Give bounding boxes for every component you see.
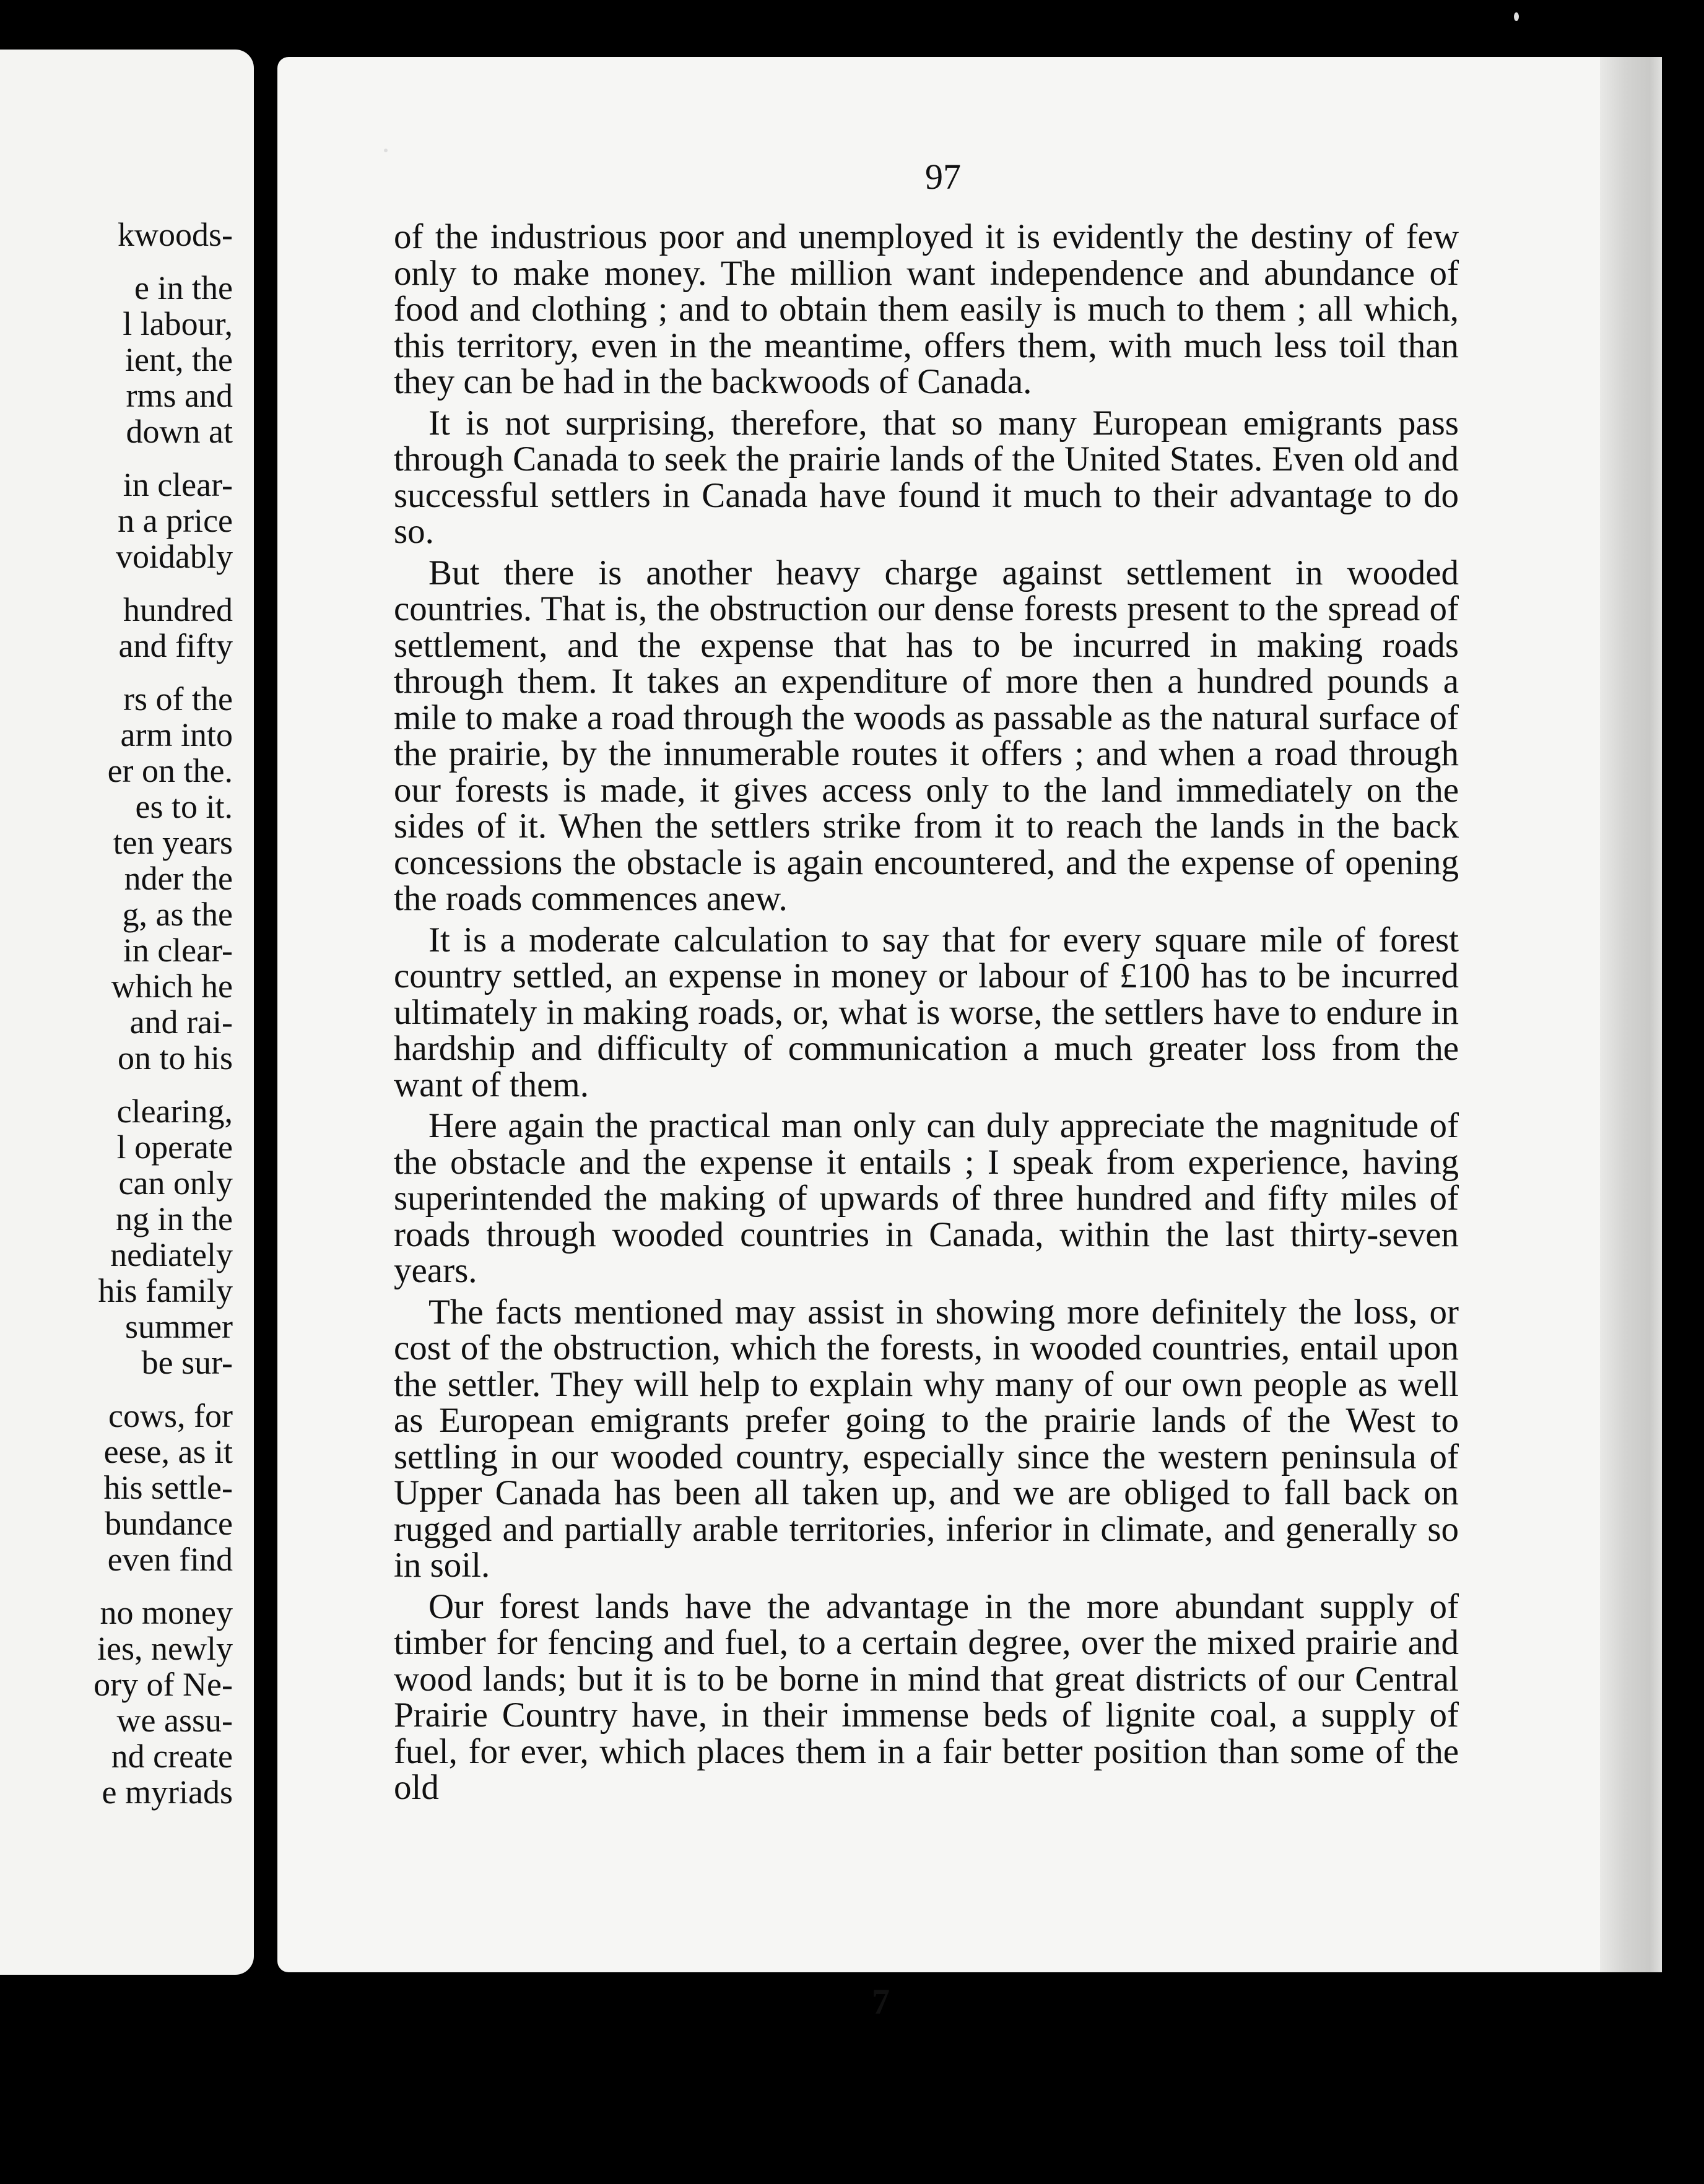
left-page-line: no money: [100, 1594, 233, 1631]
body-text: [394, 219, 1459, 1806]
line-gap: [10, 1577, 233, 1595]
left-page-line: arm into: [120, 716, 233, 753]
left-page-line: voidably: [116, 538, 233, 575]
left-page-line: er on the.: [107, 752, 233, 789]
paragraph: But there is another heavy charge against settlement in wooded countries. That is, the obstruction our dense forests present to the spread of settlement, and the expense that has to be incurred in making roads through them. It takes an expenditure of more then a hundred pounds a mile to make a road through the woods as passable as the natural surface of the prairie, by the innumerable routes it offers ; and when a road through our forests is made, it gives access only to the land immediately on the sides of it. When the settlers strike from it to reach the lands in the back concessions the obstacle is again encountered, and the expense of opening the roads commences anew.: [394, 553, 1459, 918]
left-page-line: cows, for: [108, 1397, 233, 1434]
dust-speck: [1514, 12, 1519, 21]
line-gap: [10, 253, 233, 270]
left-page-line: ten years: [113, 824, 233, 861]
left-page-line: and rai-: [129, 1003, 233, 1041]
left-page-line: clearing,: [116, 1093, 233, 1130]
left-page-line: summer: [125, 1308, 233, 1345]
paragraph: It is a moderate calculation to say that for every square mile of forest country settled, an expense in money or labour of £100 has to be incurred ultimately in making roads, or, what is worse, the settlers have to endure in hardship and difficulty of communication a much greater loss from the want of them.: [394, 920, 1459, 1104]
left-page-line: we assu-: [116, 1702, 233, 1739]
page-number: 97: [925, 157, 961, 197]
left-page-line: which he: [111, 968, 233, 1005]
line-gap: [10, 449, 233, 467]
left-page-line: nd create: [111, 1738, 233, 1775]
signature-mark: 7: [872, 1982, 890, 2022]
left-page-line: l operate: [116, 1129, 233, 1166]
left-page-line: rs of the: [123, 680, 233, 717]
left-page-line: be sur-: [141, 1344, 233, 1381]
left-page-line: eese, as it: [103, 1433, 233, 1470]
paragraph: of the industrious poor and unemployed it is evidently the destiny of few only to make money. The million want independence and abundance of food and clothing ; and to obtain them easily is much to them ; all which, this territory, even in the meantime, offers them, with much less toil than they can be had in the backwoods of Canada.: [394, 217, 1459, 401]
left-page-line: ient, the: [125, 341, 233, 378]
left-page-line: e in the: [134, 269, 233, 306]
paragraph: Here again the practical man only can duly appreciate the magnitude of the obstacle and the expense it entails ; I speak from experience, having superintended the making of upwards of three hundred and fifty miles of roads through wooded countries in Canada, within the last thirty-seven years.: [394, 1106, 1459, 1290]
left-page-line: nder the: [124, 860, 233, 897]
left-page-line: bundance: [105, 1505, 233, 1542]
left-page-line: even find: [107, 1541, 233, 1578]
left-page-line: on to his: [117, 1039, 233, 1077]
left-page-line: n a price: [118, 502, 233, 539]
line-gap: [10, 574, 233, 592]
left-page: [0, 50, 254, 1975]
dust-speck: [384, 149, 388, 152]
left-page-line: his settle-: [103, 1469, 233, 1506]
left-page-line: in clear-: [123, 932, 233, 969]
left-page-line: ies, newly: [97, 1630, 233, 1667]
line-gap: [10, 1076, 233, 1093]
left-page-line: rms and: [126, 377, 233, 414]
line-gap: [10, 664, 233, 681]
left-page-text: [10, 217, 233, 1810]
left-page-line: nediately: [110, 1236, 233, 1273]
left-page-line: can only: [118, 1164, 233, 1202]
left-page-line: hundred: [123, 591, 233, 628]
paragraph: The facts mentioned may assist in showing more definitely the loss, or cost of the obstruction, which the forests, in wooded countries, entail upon the settler. They will help to explain why many of our own people as well as European emigrants prefer going to the prairie lands of the West to settling in our wooded country, especially since the western peninsula of Upper Canada has been all taken up, and we are obliged to fall back on rugged and partially arable territories, inferior in climate, and generally so in soil.: [394, 1292, 1459, 1585]
left-page-line: his family: [98, 1272, 233, 1309]
left-page-line: in clear-: [123, 466, 233, 503]
left-page-line: ng in the: [116, 1200, 233, 1237]
left-page-line: e myriads: [102, 1774, 233, 1811]
left-page-line: kwoods-: [118, 216, 233, 253]
page-edge: [1600, 57, 1662, 1972]
left-page-line: down at: [126, 413, 233, 450]
left-page-line: ory of Ne-: [93, 1666, 233, 1703]
paragraph: It is not surprising, therefore, that so many European emigrants pass through Canada to seek the prairie lands of the United States. Even old and successful settlers in Canada have found it much to their advantage to do so.: [394, 403, 1459, 551]
paragraph: Our forest lands have the advantage in the more abundant supply of timber for fencing and fuel, to a certain degree, over the mixed prairie and wood lands; but it is to be borne in mind that great districts of our Central Prairie Country have, in their immense beds of lignite coal, a supply of fuel, for ever, which places them in a fair better position than some of the old: [394, 1587, 1459, 1807]
right-page: [277, 57, 1662, 2022]
line-gap: [10, 1380, 233, 1398]
left-page-line: es to it.: [135, 788, 233, 825]
left-page-line: and fifty: [118, 627, 233, 664]
left-page-line: l labour,: [123, 305, 233, 342]
left-page-line: g, as the: [122, 896, 233, 933]
